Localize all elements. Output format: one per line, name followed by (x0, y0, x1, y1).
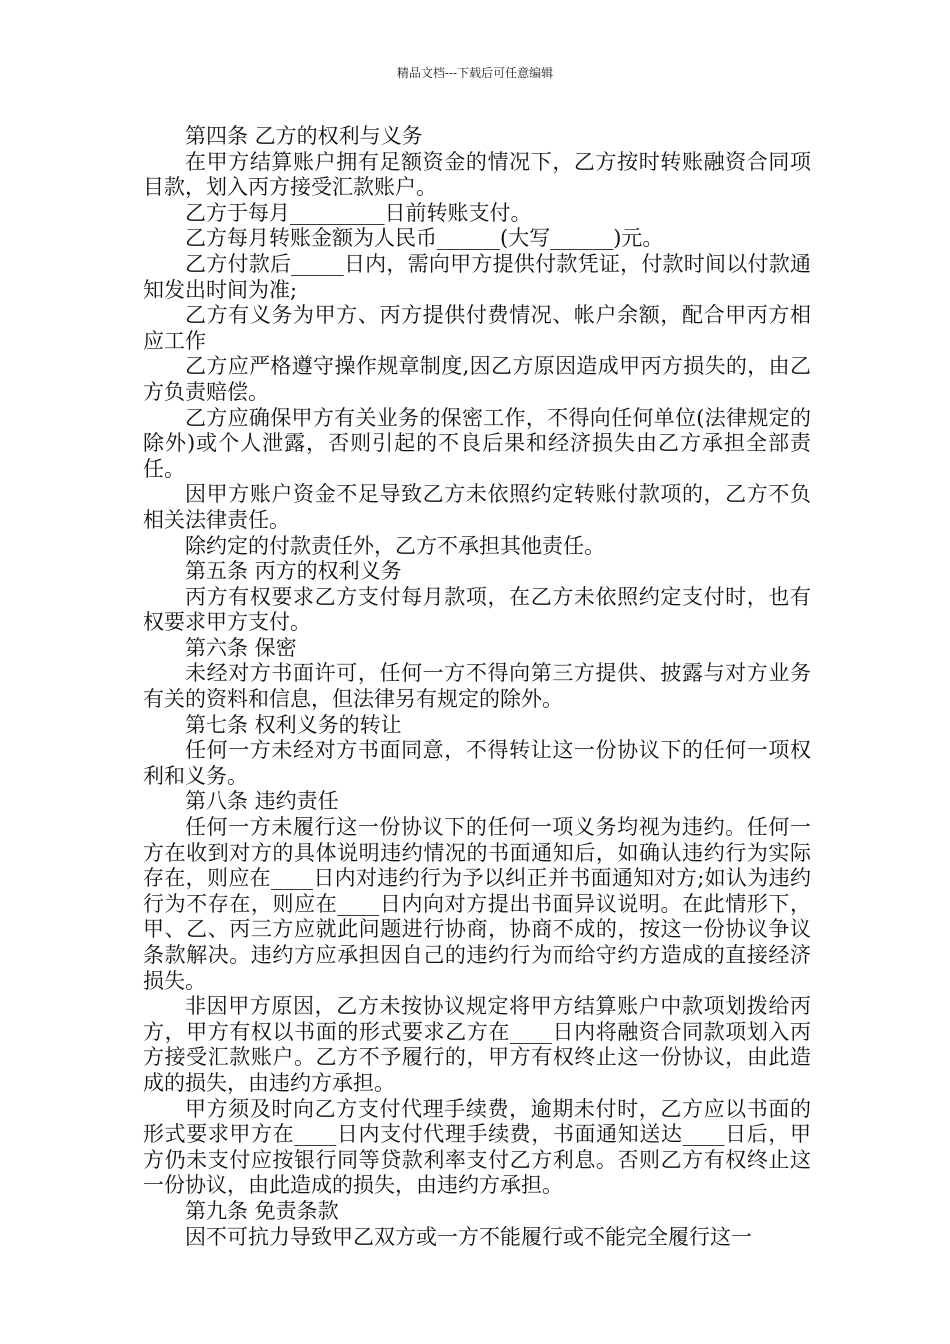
article-8-heading: 第八条 违约责任 (185, 789, 339, 814)
paragraph: 未经对方书面许可，任何一方不得向第三方提供、披露与对方业务有关的资料和信息，但法律另有规定的除外。 (143, 661, 811, 712)
paragraph: 乙方应确保甲方有关业务的保密工作，不得向任何单位(法律规定的除外)或个人泄露，否则引起的不良后果和经济损失由乙方承担全部责任。 (143, 405, 811, 481)
article-9-heading: 第九条 免责条款 (185, 1198, 339, 1223)
document-body (143, 124, 811, 1250)
paragraph: 任何一方未经对方书面同意，不得转让这一份协议下的任何一项权利和义务。 (143, 738, 811, 788)
article-5-heading: 第五条 丙方的权利义务 (185, 559, 402, 584)
paragraph: 除约定的付款责任外，乙方不承担其他责任。 (185, 533, 605, 558)
paragraph: 丙方有权要求乙方支付每月款项，在乙方未依照约定支付时，也有权要求甲方支付。 (143, 584, 811, 635)
article-4-heading: 第四条 乙方的权利与义务 (185, 124, 423, 148)
paragraph: 乙方每月转账金额为人民币______(大写______)元。 (185, 226, 664, 251)
paragraph: 乙方应严格遵守操作规章制度,因乙方原因造成甲丙方损失的，由乙方负责赔偿。 (143, 354, 811, 404)
paragraph: 乙方于每月_________日前转账支付。 (185, 200, 532, 225)
article-6-heading: 第六条 保密 (185, 635, 297, 660)
paragraph: 在甲方结算账户拥有足额资金的情况下，乙方按时转账融资合同项目款，划入丙方接受汇款账户。 (143, 149, 811, 200)
paragraph: 甲方须及时向乙方支付代理手续费，逾期未付时，乙方应以书面的形式要求甲方在____日内支付代理手续费，书面通知送达____日后，甲方仍未支付应按银行同等贷款利率支付乙方利息。否则乙方有权终止这一份协议，由此造成的损失，由违约方承担。 (143, 1096, 811, 1198)
paragraph: 任何一方未履行这一份协议下的任何一项义务均视为违约。任何一方在收到对方的具体说明违约情况的书面通知后，如确认违约行为实际存在，则应在____日内对违约行为予以纠正并书面通知对方;如认为违约行为不存在，则应在____日内向对方提出书面异议说明。在此情形下，甲、乙、丙三方应就此问题进行协商，协商不成的，按这一份协议争议条款解决。违约方应承担因自己的违约行为而给守约方造成的直接经济损失。 (143, 815, 811, 993)
paragraph: 乙方付款后_____日内，需向甲方提供付款凭证，付款时间以付款通知发出时间为准; (143, 251, 811, 302)
article-7-heading: 第七条 权利义务的转让 (185, 712, 402, 737)
paragraph: 非因甲方原因，乙方未按协议规定将甲方结算账户中款项划拨给丙方，甲方有权以书面的形式要求乙方在____日内将融资合同款项划入丙方接受汇款账户。乙方不予履行的，甲方有权终止这一份协议，由此造成的损失，由违约方承担。 (143, 994, 811, 1095)
paragraph: 因甲方账户资金不足导致乙方未依照约定转账付款项的，乙方不负相关法律责任。 (143, 482, 811, 532)
paragraph: 乙方有义务为甲方、丙方提供付费情况、帐户余额，配合甲丙方相应工作 (143, 303, 811, 353)
paragraph: 因不可抗力导致甲乙双方或一方不能履行或不能完全履行这一 (185, 1224, 752, 1249)
page-header: 精品文档---下载后可任意编辑 (396, 66, 554, 80)
